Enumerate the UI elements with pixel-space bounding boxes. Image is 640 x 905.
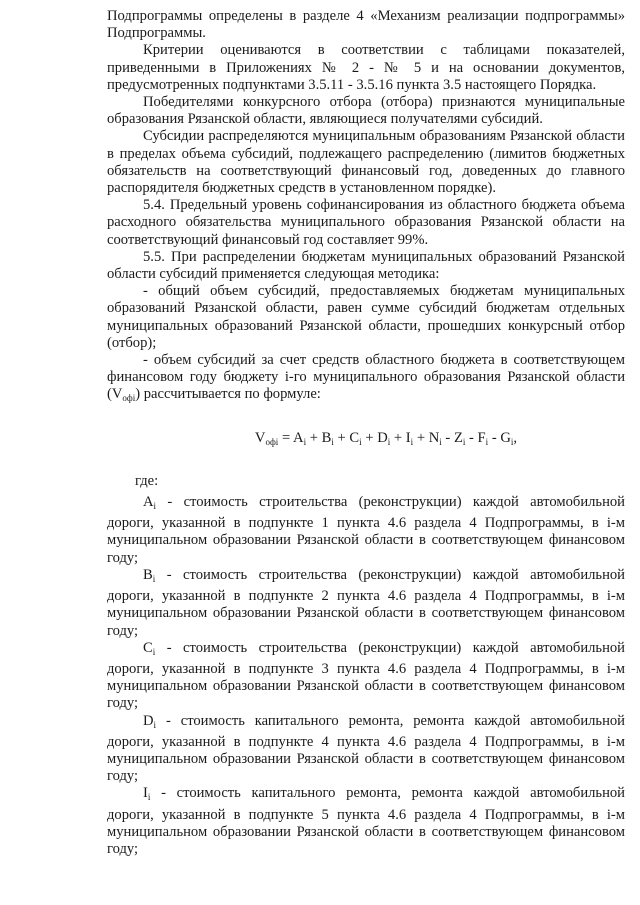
formula <box>147 430 625 451</box>
formula-sign: + <box>413 429 429 446</box>
definition-var: I <box>143 785 148 802</box>
where-label: где: <box>135 472 159 489</box>
formula-term-sub: i <box>439 436 442 447</box>
formula-term: G <box>500 429 511 446</box>
definition-item <box>107 640 625 713</box>
definition-var-sub: i <box>147 792 151 803</box>
formula-term-sub: i <box>387 436 391 447</box>
formula-sign: + <box>390 429 406 446</box>
formula-term-sub: i <box>359 436 362 447</box>
formula-term: A <box>293 429 304 446</box>
definition-item <box>107 567 625 640</box>
paragraph-5-4: 5.4. Предельный уровень софинансирования из областного бюджета объема расходного обязательства муниципального образования Рязанской области на соответствующий финансовый год составляет 99%. <box>107 197 625 248</box>
formula-term: F <box>477 429 486 446</box>
definition-item <box>107 494 625 567</box>
formula-sign: - <box>488 429 501 446</box>
document-page <box>107 8 625 858</box>
formula-end: , <box>513 429 518 446</box>
formula-rhs <box>278 430 513 446</box>
paragraph-total-volume: - общий объем субсидий, предоставляемых бюджетам муниципальных образований Рязанской области, равен сумме субсидий бюджетам отдельных муниципальных образований Рязанской области, прошедших конкурсный отбор (отбор); <box>107 283 625 351</box>
definition-var: D <box>143 712 154 729</box>
formula-term-sub: i <box>485 436 489 447</box>
formula-lhs-sub: офi <box>265 436 279 447</box>
formula-term-sub: i <box>510 436 514 447</box>
formula-term-sub: i <box>462 436 466 447</box>
definition-var: A <box>143 494 154 511</box>
paragraph-criteria: Критерии оцениваются в соответствии с таблицами показателей, приведенными в Приложениях № 2 - № 5 и на основании документов, предусмотренных подпунктами 3.5.11 - 3.5.16 пункта 3.5 настоящего Порядка. <box>107 42 625 93</box>
formula-sign: - <box>441 429 454 446</box>
formula-sign: = <box>278 429 294 446</box>
formula-term-sub: i <box>303 436 307 447</box>
paragraph-intro: Подпрограммы определены в разделе 4 «Механизм реализации подпрограммы» Подпрограммы. <box>107 8 625 42</box>
definition-var-sub: i <box>153 501 157 512</box>
definition-text: - стоимость строительства (реконструкции) каждой автомобильной дороги, указанной в подпункте 1 пункта 4.6 раздела 4 Подпрограммы, в i-м муниципальном образовании Рязанской области в соответствующем финансовом году; <box>107 494 625 566</box>
definition-var: C <box>143 639 153 656</box>
paragraph-distribution: Субсидии распределяются муниципальным образованиям Рязанской области в пределах объема субсидий, подлежащего распределению (лимитов бюджетных обязательств на соответствующий финансовый год, доведенных до главного распорядителя бюджетных средств в установленном порядке). <box>107 128 625 197</box>
formula-term: I <box>405 429 411 446</box>
paragraph-winners: Победителями конкурсного отбора (отбора) признаются муниципальные образования Рязанской области, являющиеся получателями субсидий. <box>107 94 625 128</box>
formula-term: C <box>349 429 360 446</box>
formula-lhs: V <box>254 429 266 446</box>
definitions-list <box>107 494 625 858</box>
formula-sign: + <box>333 429 350 446</box>
text-segment: - объем субсидий за счет средств областного бюджета в соответствующем финансовом году бюджету i-го муниципального образования Рязанской области (V <box>107 352 625 403</box>
formula-term: D <box>377 429 388 446</box>
paragraph-5-5: 5.5. При распределении бюджетам муниципальных образований Рязанской области субсидий применяется следующая методика: <box>107 248 625 283</box>
definition-var-sub: i <box>153 719 157 730</box>
definition-var-sub: i <box>152 573 156 584</box>
definition-text: - стоимость строительства (реконструкции) каждой автомобильной дороги, указанной в подпункте 3 пункта 4.6 раздела 4 Подпрограммы, в i-м муниципальном образовании Рязанской области в соответствующем финансовом году; <box>107 639 625 712</box>
formula-sign: + <box>306 429 322 446</box>
definition-text: - стоимость капитального ремонта, ремонта каждой автомобильной дороги, указанной в подпункте 4 пункта 4.6 раздела 4 Подпрограммы, в i-м муниципальном образовании Рязанской области в соответствующем финансовом году; <box>107 712 625 785</box>
formula-term-sub: i <box>410 436 414 447</box>
formula-sign: + <box>361 429 378 446</box>
formula-term: N <box>428 429 440 446</box>
formula-term-sub: i <box>331 436 334 447</box>
subscript: офi <box>122 393 136 404</box>
formula-term: B <box>321 429 332 446</box>
definition-var: B <box>143 566 153 583</box>
definition-text: - стоимость строительства (реконструкции) каждой автомобильной дороги, указанной в подпункте 2 пункта 4.6 раздела 4 Подпрограммы, в i-м муниципальном образовании Рязанской области в соответствующем финансовом году; <box>107 566 625 639</box>
definition-var-sub: i <box>152 646 156 657</box>
formula-sign: - <box>465 429 478 446</box>
definition-item <box>107 785 625 858</box>
paragraph-volume-formula-intro <box>107 352 625 408</box>
formula-term: Z <box>453 429 463 446</box>
text-segment: ) рассчитывается по формуле: <box>135 386 321 403</box>
definition-item <box>107 713 625 786</box>
definition-text: - стоимость капитального ремонта, ремонта каждой автомобильной дороги, указанной в подпункте 5 пункта 4.6 раздела 4 Подпрограммы, в i-м муниципальном образовании Рязанской области в соответствующем финансовом году; <box>107 785 625 857</box>
